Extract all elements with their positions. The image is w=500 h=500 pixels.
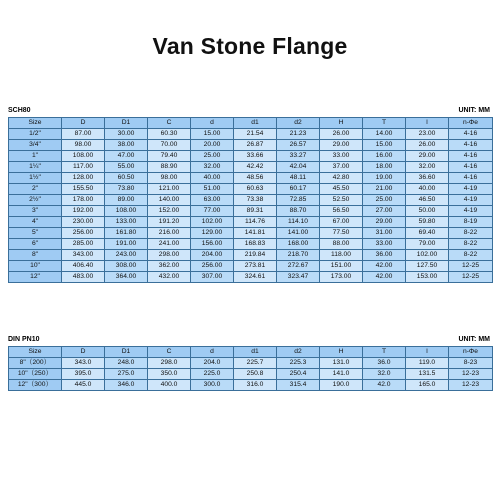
table-cell: 118.00 — [320, 250, 363, 261]
table-cell: 108.00 — [105, 206, 148, 217]
table-cell: 59.80 — [406, 217, 449, 228]
column-header: d — [191, 118, 234, 129]
table-cell: 362.00 — [148, 261, 191, 272]
table-row — [9, 250, 493, 261]
table-row — [9, 195, 493, 206]
table-name: SCH80 — [8, 107, 31, 114]
table-cell: 272.67 — [277, 261, 320, 272]
table-cell: 26.87 — [234, 140, 277, 151]
size-cell: 1" — [9, 151, 62, 162]
table-cell: 18.00 — [363, 162, 406, 173]
size-cell: 5" — [9, 228, 62, 239]
table-cell: 31.00 — [363, 228, 406, 239]
table-cell: 190.0 — [320, 380, 363, 391]
table-cell: 191.00 — [105, 239, 148, 250]
table-cell: 230.00 — [62, 217, 105, 228]
table-cell: 19.00 — [363, 173, 406, 184]
table-cell: 225.3 — [277, 358, 320, 369]
table-cell: 307.00 — [191, 272, 234, 283]
size-cell: 10"（250） — [9, 369, 62, 380]
table-cell: 127.50 — [406, 261, 449, 272]
table-cell: 46.50 — [406, 195, 449, 206]
table-cell: 79.40 — [148, 151, 191, 162]
table-cell: 12-25 — [449, 272, 493, 283]
table-cell: 250.8 — [234, 369, 277, 380]
table-cell: 38.00 — [105, 140, 148, 151]
column-header: D — [62, 118, 105, 129]
table-cell: 141.81 — [234, 228, 277, 239]
table-cell: 73.80 — [105, 184, 148, 195]
table-cell: 42.80 — [320, 173, 363, 184]
table-cell: 4-19 — [449, 184, 493, 195]
table-cell: 4-16 — [449, 140, 493, 151]
table-cell: 108.00 — [62, 151, 105, 162]
table-cell: 250.4 — [277, 369, 320, 380]
table-cell: 51.00 — [191, 184, 234, 195]
table-row — [9, 206, 493, 217]
table-cell: 67.00 — [320, 217, 363, 228]
table-cell: 63.00 — [191, 195, 234, 206]
table-cell: 153.00 — [406, 272, 449, 283]
table-cell: 406.40 — [62, 261, 105, 272]
size-cell: 12"（300） — [9, 380, 62, 391]
table-row — [9, 228, 493, 239]
table-cell: 88.00 — [320, 239, 363, 250]
table-cell: 323.47 — [277, 272, 320, 283]
table-cell: 45.50 — [320, 184, 363, 195]
table-cell: 40.00 — [406, 184, 449, 195]
table-cell: 343.00 — [62, 250, 105, 261]
table-cell: 316.0 — [234, 380, 277, 391]
table-cell: 40.00 — [191, 173, 234, 184]
table-cell: 400.0 — [148, 380, 191, 391]
table-cell: 225.0 — [191, 369, 234, 380]
table-row — [9, 184, 493, 195]
table-cell: 88.90 — [148, 162, 191, 173]
table-cell: 364.00 — [105, 272, 148, 283]
table-cell: 121.00 — [148, 184, 191, 195]
table-cell: 36.0 — [363, 358, 406, 369]
table-cell: 23.00 — [406, 129, 449, 140]
table-cell: 133.00 — [105, 217, 148, 228]
table-row — [9, 261, 493, 272]
table-cell: 32.00 — [406, 162, 449, 173]
size-cell: 2½" — [9, 195, 62, 206]
table-cell: 114.10 — [277, 217, 320, 228]
column-header: T — [363, 118, 406, 129]
column-header: l — [406, 118, 449, 129]
page-title: Van Stone Flange — [152, 33, 348, 59]
table-cell: 243.00 — [105, 250, 148, 261]
column-header: l — [406, 347, 449, 358]
table-cell: 300.0 — [191, 380, 234, 391]
table-cell: 32.0 — [363, 369, 406, 380]
column-header: d2 — [277, 118, 320, 129]
size-cell: 4" — [9, 217, 62, 228]
table-cell: 131.0 — [320, 358, 363, 369]
size-cell: 6" — [9, 239, 62, 250]
table-cell: 30.00 — [105, 129, 148, 140]
table-cell: 72.85 — [277, 195, 320, 206]
column-header: H — [320, 347, 363, 358]
column-header: D1 — [105, 118, 148, 129]
table-cell: 33.27 — [277, 151, 320, 162]
table-cell: 178.00 — [62, 195, 105, 206]
table-cell: 25.00 — [191, 151, 234, 162]
size-cell: 3/4" — [9, 140, 62, 151]
table-cell: 12-23 — [449, 369, 493, 380]
column-header: H — [320, 118, 363, 129]
table-cell: 8-22 — [449, 228, 493, 239]
table-cell: 29.00 — [320, 140, 363, 151]
table-cell: 20.00 — [191, 140, 234, 151]
table-cell: 151.00 — [320, 261, 363, 272]
table-cell: 42.04 — [277, 162, 320, 173]
table-cell: 29.00 — [363, 217, 406, 228]
table-cell: 8-23 — [449, 358, 493, 369]
table-cell: 225.7 — [234, 358, 277, 369]
table-cell: 256.00 — [62, 228, 105, 239]
column-header: D — [62, 347, 105, 358]
table-cell: 117.00 — [62, 162, 105, 173]
table-cell: 89.31 — [234, 206, 277, 217]
column-header: Size — [9, 347, 62, 358]
table-cell: 47.00 — [105, 151, 148, 162]
table-cell: 483.00 — [62, 272, 105, 283]
table-cell: 298.00 — [148, 250, 191, 261]
table-cell: 60.63 — [234, 184, 277, 195]
table-cell: 432.00 — [148, 272, 191, 283]
table-cell: 204.00 — [191, 250, 234, 261]
table-row — [9, 272, 493, 283]
table-cell: 60.50 — [105, 173, 148, 184]
table-cell: 4-16 — [449, 129, 493, 140]
table-cell: 16.00 — [363, 151, 406, 162]
table-header-din-pn10 — [8, 336, 492, 343]
table-cell: 33.66 — [234, 151, 277, 162]
table-cell: 275.0 — [105, 369, 148, 380]
table-cell: 152.00 — [148, 206, 191, 217]
table-cell: 204.0 — [191, 358, 234, 369]
table-cell: 15.00 — [191, 129, 234, 140]
column-header: D1 — [105, 347, 148, 358]
table-cell: 79.00 — [406, 239, 449, 250]
table-cell: 12-23 — [449, 380, 493, 391]
table-cell: 141.00 — [277, 228, 320, 239]
size-cell: 1/2" — [9, 129, 62, 140]
table-cell: 168.00 — [277, 239, 320, 250]
table-row — [9, 239, 493, 250]
size-cell: 2" — [9, 184, 62, 195]
table-cell: 102.00 — [406, 250, 449, 261]
table-cell: 73.38 — [234, 195, 277, 206]
size-cell: 12" — [9, 272, 62, 283]
table-cell: 32.00 — [191, 162, 234, 173]
table-cell: 395.0 — [62, 369, 105, 380]
column-header: d1 — [234, 118, 277, 129]
column-header: n-Φe — [449, 118, 493, 129]
table-cell: 8-19 — [449, 217, 493, 228]
table-cell: 14.00 — [363, 129, 406, 140]
table-cell: 48.56 — [234, 173, 277, 184]
table-cell: 87.00 — [62, 129, 105, 140]
table-cell: 21.23 — [277, 129, 320, 140]
table-cell: 26.00 — [406, 140, 449, 151]
size-cell: 3" — [9, 206, 62, 217]
table-row — [9, 217, 493, 228]
table-cell: 12-25 — [449, 261, 493, 272]
table-cell: 140.00 — [148, 195, 191, 206]
table-cell: 156.00 — [191, 239, 234, 250]
column-header: T — [363, 347, 406, 358]
table-cell: 128.00 — [62, 173, 105, 184]
table-row — [9, 380, 493, 391]
table-name: DIN PN10 — [8, 336, 40, 343]
table-cell: 285.00 — [62, 239, 105, 250]
table-cell: 346.0 — [105, 380, 148, 391]
table-cell: 8-22 — [449, 250, 493, 261]
table-cell: 33.00 — [320, 151, 363, 162]
table-cell: 256.00 — [191, 261, 234, 272]
table-cell: 69.40 — [406, 228, 449, 239]
sch80-table — [8, 117, 493, 283]
table-cell: 26.57 — [277, 140, 320, 151]
unit-label: UNIT: MM — [458, 107, 490, 114]
table-cell: 77.00 — [191, 206, 234, 217]
table-cell: 27.00 — [363, 206, 406, 217]
din-pn10-table — [8, 346, 493, 391]
table-cell: 77.50 — [320, 228, 363, 239]
table-cell: 129.00 — [191, 228, 234, 239]
table-cell: 55.00 — [105, 162, 148, 173]
table-cell: 141.0 — [320, 369, 363, 380]
column-header: d2 — [277, 347, 320, 358]
table-cell: 218.70 — [277, 250, 320, 261]
column-header: n-Φe — [449, 347, 493, 358]
table-cell: 42.00 — [363, 261, 406, 272]
table-cell: 36.60 — [406, 173, 449, 184]
size-cell: 1¼" — [9, 162, 62, 173]
table-cell: 241.00 — [148, 239, 191, 250]
table-row — [9, 162, 493, 173]
size-cell: 8"（200） — [9, 358, 62, 369]
table-cell: 42.42 — [234, 162, 277, 173]
table-cell: 42.00 — [363, 272, 406, 283]
table-cell: 248.0 — [105, 358, 148, 369]
table-cell: 114.76 — [234, 217, 277, 228]
table-cell: 4-19 — [449, 195, 493, 206]
table-cell: 155.50 — [62, 184, 105, 195]
table-row — [9, 358, 493, 369]
table-cell: 26.00 — [320, 129, 363, 140]
table-cell: 98.00 — [148, 173, 191, 184]
table-cell: 298.0 — [148, 358, 191, 369]
header-row — [9, 347, 493, 358]
column-header: d — [191, 347, 234, 358]
table-cell: 56.50 — [320, 206, 363, 217]
column-header: Size — [9, 118, 62, 129]
table-cell: 48.11 — [277, 173, 320, 184]
table-cell: 4-16 — [449, 173, 493, 184]
table-cell: 324.61 — [234, 272, 277, 283]
table-cell: 15.00 — [363, 140, 406, 151]
table-cell: 21.54 — [234, 129, 277, 140]
table-cell: 192.00 — [62, 206, 105, 217]
table-cell: 173.00 — [320, 272, 363, 283]
table-row — [9, 369, 493, 380]
table-cell: 98.00 — [62, 140, 105, 151]
table-cell: 37.00 — [320, 162, 363, 173]
table-cell: 102.00 — [191, 217, 234, 228]
column-header: d1 — [234, 347, 277, 358]
table-row — [9, 151, 493, 162]
table-cell: 168.83 — [234, 239, 277, 250]
table-cell: 308.00 — [105, 261, 148, 272]
column-header: C — [148, 118, 191, 129]
table-cell: 88.70 — [277, 206, 320, 217]
unit-label: UNIT: MM — [458, 336, 490, 343]
table-cell: 343.0 — [62, 358, 105, 369]
table-cell: 350.0 — [148, 369, 191, 380]
table-cell: 21.00 — [363, 184, 406, 195]
table-cell: 273.81 — [234, 261, 277, 272]
table-cell: 445.0 — [62, 380, 105, 391]
table-cell: 50.00 — [406, 206, 449, 217]
table-header-sch80 — [8, 107, 492, 114]
table-row — [9, 173, 493, 184]
table-cell: 191.20 — [148, 217, 191, 228]
table-cell: 25.00 — [363, 195, 406, 206]
table-cell: 8-22 — [449, 239, 493, 250]
table-cell: 29.00 — [406, 151, 449, 162]
table-cell: 219.84 — [234, 250, 277, 261]
table-cell: 216.00 — [148, 228, 191, 239]
table-cell: 60.30 — [148, 129, 191, 140]
table-cell: 165.0 — [406, 380, 449, 391]
size-cell: 8" — [9, 250, 62, 261]
table-cell: 42.0 — [363, 380, 406, 391]
table-cell: 161.80 — [105, 228, 148, 239]
table-cell: 52.50 — [320, 195, 363, 206]
table-row — [9, 140, 493, 151]
size-cell: 1½" — [9, 173, 62, 184]
table-cell: 131.5 — [406, 369, 449, 380]
table-cell: 315.4 — [277, 380, 320, 391]
table-cell: 119.0 — [406, 358, 449, 369]
size-cell: 10" — [9, 261, 62, 272]
table-cell: 33.00 — [363, 239, 406, 250]
column-header: C — [148, 347, 191, 358]
table-cell: 70.00 — [148, 140, 191, 151]
table-cell: 36.00 — [363, 250, 406, 261]
table-cell: 4-16 — [449, 162, 493, 173]
table-row — [9, 129, 493, 140]
table-cell: 4-19 — [449, 206, 493, 217]
table-cell: 89.00 — [105, 195, 148, 206]
table-cell: 4-16 — [449, 151, 493, 162]
table-cell: 60.17 — [277, 184, 320, 195]
header-row — [9, 118, 493, 129]
